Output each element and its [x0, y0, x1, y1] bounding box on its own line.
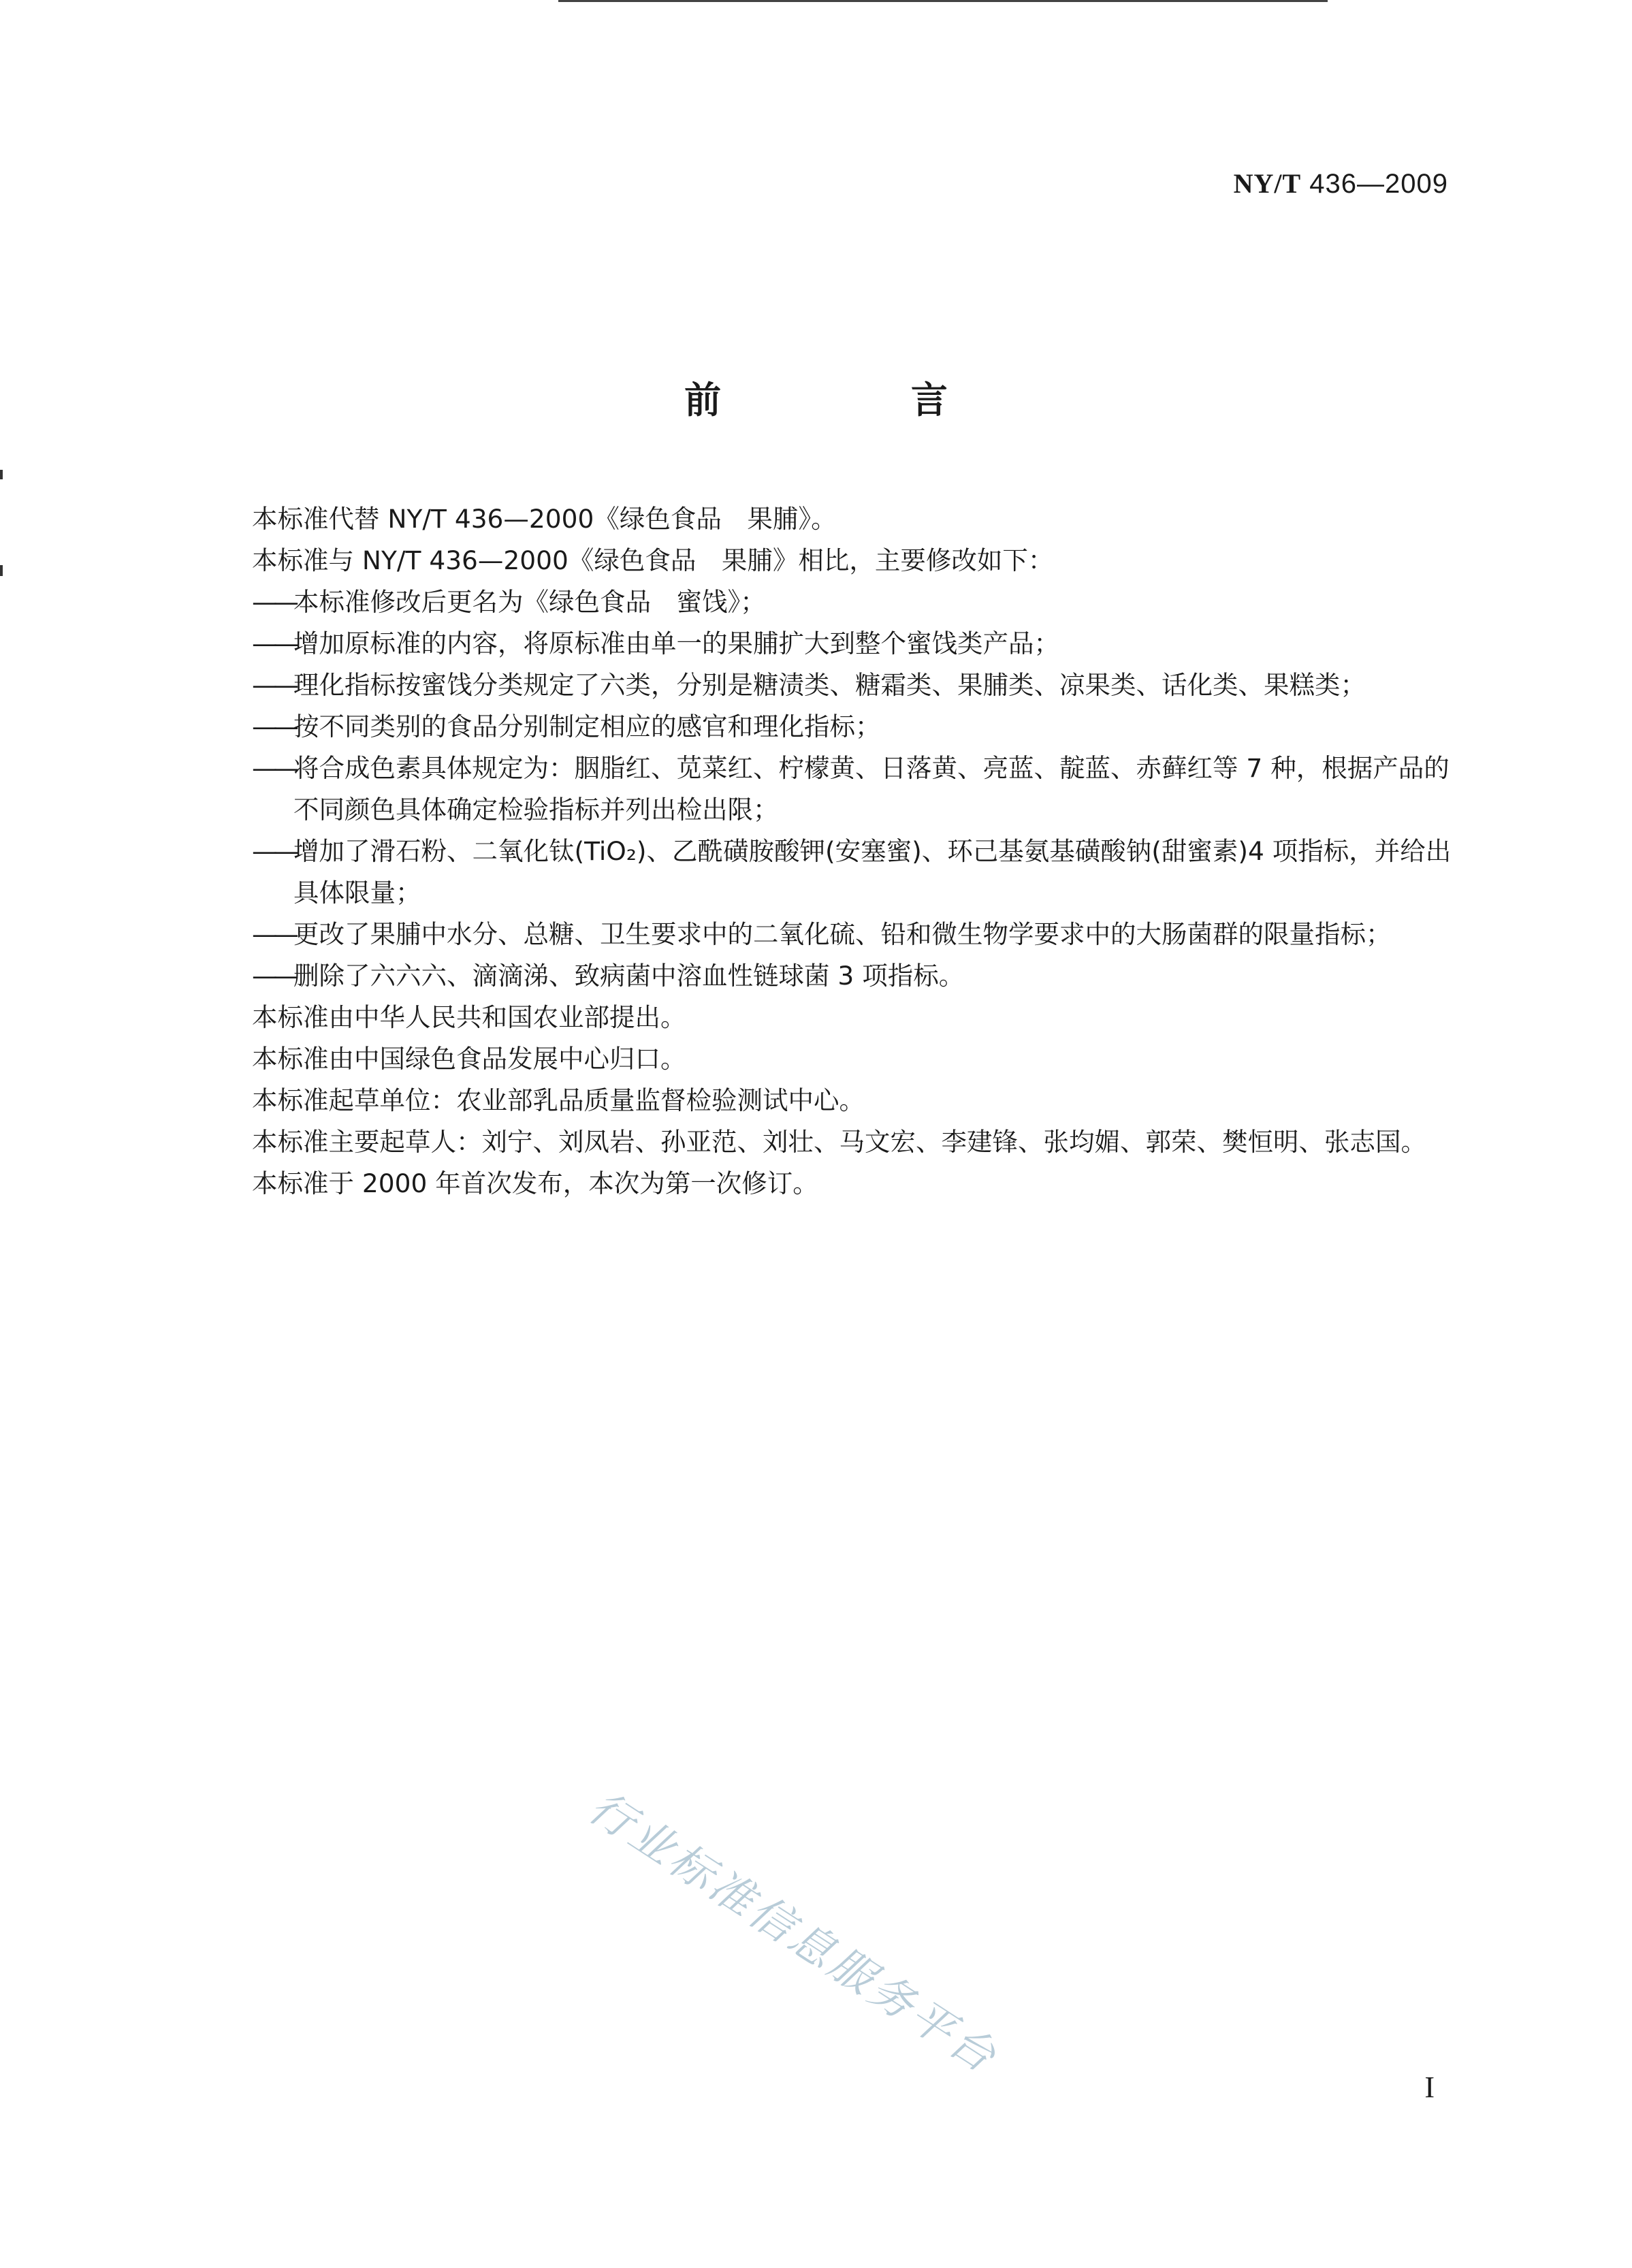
change-item: [252, 831, 1457, 914]
change-item: [252, 706, 1457, 748]
paragraph-replaces: 本标准代替 NY/T 436—2000《绿色食品 果脯》。: [252, 504, 837, 534]
change-item-text: 将合成色素具体规定为：胭脂红、苋菜红、柠檬黄、日落黄、亮蓝、靛蓝、赤藓红等 7 种，根据产品的不同颜色具体确定检验指标并列出检出限；: [293, 753, 1450, 825]
page-title: 前 言: [684, 379, 1036, 421]
paragraph-history: 本标准于 2000 年首次发布，本次为第一次修订。: [252, 1168, 818, 1198]
paragraph-drafters: 本标准主要起草人：刘宁、刘凤岩、孙亚范、刘壮、马文宏、李建锋、张均媚、郭荣、樊恒明、张志国。: [252, 1127, 1426, 1157]
change-item-text: 按不同类别的食品分别制定相应的感官和理化指标；: [293, 712, 881, 741]
dash-mark: ——: [252, 587, 295, 617]
change-item: [252, 914, 1457, 955]
paragraph-changes-intro: 本标准与 NY/T 436—2000《绿色食品 果脯》相比，主要修改如下：: [252, 545, 1054, 575]
change-item: [252, 581, 1457, 623]
dash-mark: ——: [252, 712, 295, 741]
dash-mark: ——: [252, 961, 295, 991]
change-item-text: 理化指标按蜜饯分类规定了六类，分别是糖渍类、糖霜类、果脯类、凉果类、话化类、果糕类；: [293, 670, 1366, 700]
dash-mark: ——: [252, 919, 295, 949]
dash-mark: ——: [252, 753, 295, 783]
change-item: [252, 748, 1457, 831]
change-item-text: 本标准修改后更名为《绿色食品 蜜饯》；: [293, 587, 766, 617]
change-item: [252, 665, 1457, 706]
change-item-text: 增加了滑石粉、二氧化钛(TiO₂)、乙酰磺胺酸钾(安塞蜜)、环己基氨基磺酸钠(甜蜜素)4 项指标，并给出具体限量；: [293, 836, 1452, 908]
watermark: 行业标准信息服务平台: [579, 1782, 1007, 2084]
top-rule: [558, 0, 1328, 2]
change-item-text: 删除了六六六、滴滴涕、致病菌中溶血性链球菌 3 项指标。: [293, 961, 965, 991]
paragraph-administrator: 本标准由中国绿色食品发展中心归口。: [252, 1044, 686, 1074]
paragraph-proposer: 本标准由中华人民共和国农业部提出。: [252, 1002, 686, 1032]
change-item-text: 增加原标准的内容，将原标准由单一的果脯扩大到整个蜜饯类产品；: [293, 628, 1059, 658]
foreword-body: [252, 498, 1457, 1204]
standard-number-value: 436—2009: [1309, 169, 1448, 199]
page-number: I: [1424, 2071, 1435, 2104]
dash-mark: ——: [252, 670, 295, 700]
scan-mark: [0, 565, 3, 576]
change-item: [252, 955, 1457, 997]
dash-mark: ——: [252, 836, 295, 866]
change-item: [252, 623, 1457, 665]
change-item-text: 更改了果脯中水分、总糖、卫生要求中的二氧化硫、铅和微生物学要求中的大肠菌群的限量指标；: [293, 919, 1392, 949]
standard-number: [1234, 167, 1448, 199]
dash-mark: ——: [252, 628, 295, 658]
paragraph-drafting-unit: 本标准起草单位：农业部乳品质量监督检验测试中心。: [252, 1085, 865, 1115]
scan-mark: [0, 470, 3, 479]
standard-code: NY/T: [1233, 168, 1302, 199]
